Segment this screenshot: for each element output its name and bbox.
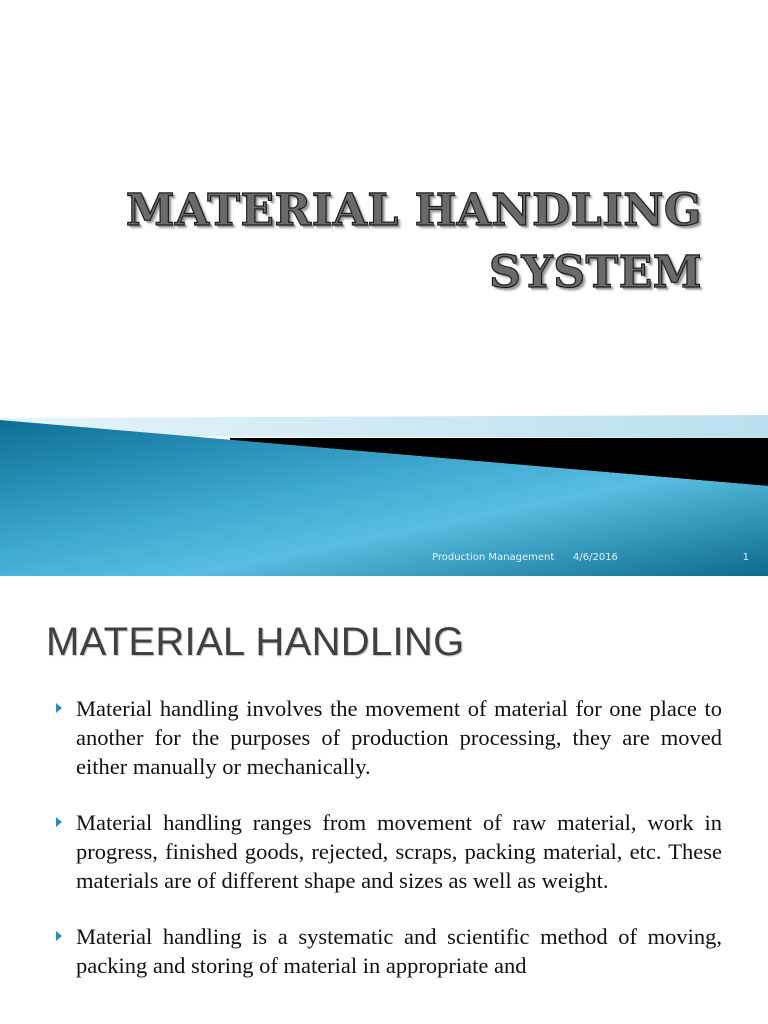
footer-date: 4/6/2016 xyxy=(573,552,618,563)
content-slide xyxy=(0,576,768,1024)
footer-course: Production Management xyxy=(432,552,555,563)
bullet-text: Material handling involves the movement of material for one place to another for the purposes of production processing, they are moved either manually or mechanically. xyxy=(76,696,722,779)
title-line-2: SYSTEM xyxy=(489,247,702,298)
bullet-item xyxy=(56,694,722,781)
slide-heading: MATERIAL HANDLING xyxy=(46,620,465,664)
footer-slide-number: 1 xyxy=(742,552,749,563)
triangle-bullet-icon xyxy=(56,931,62,941)
slide-title xyxy=(62,180,702,304)
bullet-list xyxy=(56,694,722,1007)
title-line-1: MATERIAL HANDLING xyxy=(125,185,702,236)
bullet-text: Material handling ranges from movement of raw material, work in progress, finished goods, rejected, scraps, packing material, etc. These materials are of different shape and sizes as well as weight. xyxy=(76,810,722,893)
bullet-text: Material handling is a systematic and scientific method of moving, packing and storing of material in appropriate and xyxy=(76,924,722,978)
bullet-item xyxy=(56,922,722,980)
bullet-item xyxy=(56,808,722,895)
decorative-wave-band xyxy=(0,400,768,576)
triangle-bullet-icon xyxy=(56,703,62,713)
triangle-bullet-icon xyxy=(56,817,62,827)
